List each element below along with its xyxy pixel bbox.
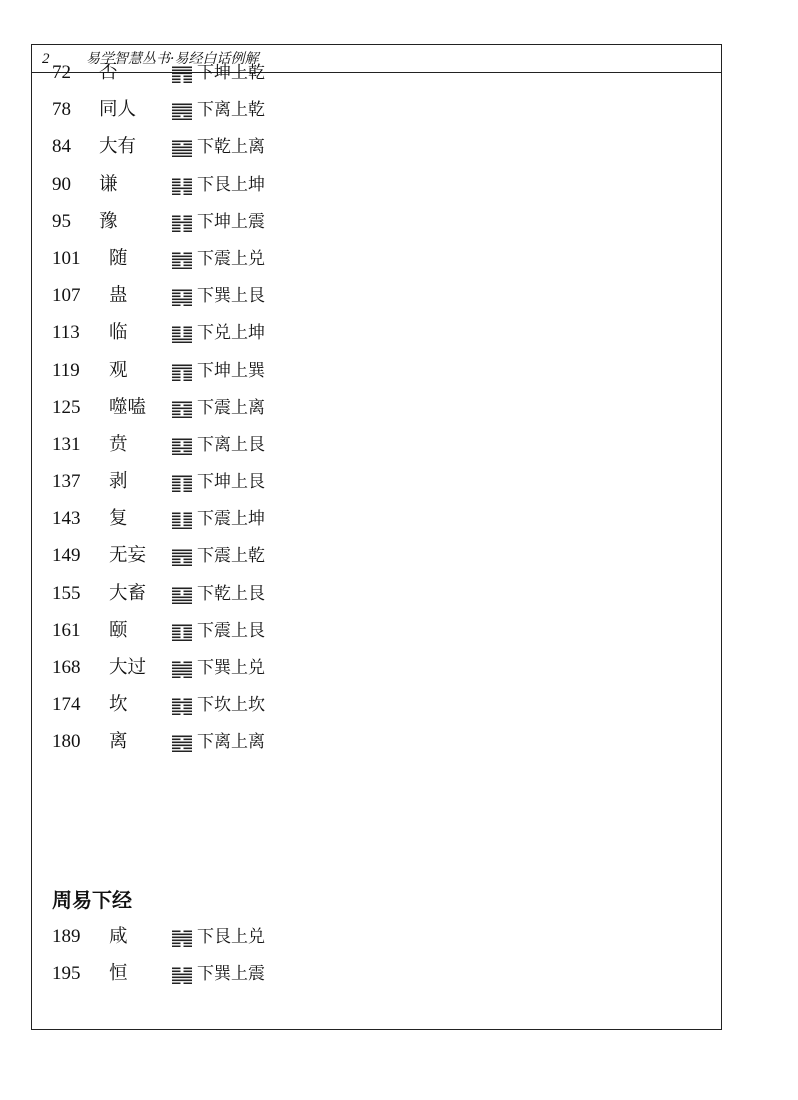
hexagram-symbol-icon xyxy=(172,475,192,492)
hexagram-symbol-icon xyxy=(172,698,192,715)
entry-page-number: 180 xyxy=(52,731,81,753)
toc-entry xyxy=(52,467,352,504)
entry-trigram-description: 下兑上坤 xyxy=(197,323,265,344)
entry-trigram-description: 下离上离 xyxy=(197,732,265,753)
entry-page-number: 189 xyxy=(52,926,81,947)
entry-page-number: 149 xyxy=(52,545,81,567)
toc-entry xyxy=(52,959,352,996)
hexagram-symbol-icon xyxy=(172,66,192,83)
toc-entry xyxy=(52,244,352,281)
entry-page-number: 95 xyxy=(52,210,71,232)
hexagram-symbol-icon xyxy=(172,930,192,947)
toc-entry xyxy=(52,393,352,430)
toc-entry xyxy=(52,579,352,616)
entry-hexagram-name: 蛊 xyxy=(109,285,128,307)
entry-page-number: 131 xyxy=(52,433,81,455)
entry-trigram-description: 下震上乾 xyxy=(197,546,265,567)
entry-hexagram-name: 坎 xyxy=(109,694,128,716)
section-heading: 周易下经 xyxy=(52,888,132,912)
toc-entry xyxy=(52,922,352,959)
entry-page-number: 107 xyxy=(52,285,81,307)
toc-entry xyxy=(52,318,352,355)
entry-page-number: 90 xyxy=(52,173,71,195)
toc-entry xyxy=(52,356,352,393)
entry-trigram-description: 下巽上兑 xyxy=(197,658,265,678)
entry-page-number: 119 xyxy=(52,359,80,381)
entry-page-number: 155 xyxy=(52,582,81,604)
entry-hexagram-name: 咸 xyxy=(109,926,128,947)
entry-page-number: 195 xyxy=(52,963,81,985)
toc-entry xyxy=(52,653,352,690)
entry-hexagram-name: 剥 xyxy=(109,471,128,493)
entry-page-number: 78 xyxy=(52,99,71,121)
entry-hexagram-name: 贲 xyxy=(109,433,128,455)
entry-trigram-description: 下震上离 xyxy=(197,397,265,418)
entry-trigram-description: 下离上艮 xyxy=(197,434,265,455)
hexagram-symbol-icon xyxy=(172,364,192,381)
hexagram-symbol-icon xyxy=(172,661,192,678)
toc-entry xyxy=(52,690,352,727)
entry-hexagram-name: 否 xyxy=(99,62,118,83)
hexagram-symbol-icon xyxy=(172,549,192,566)
entry-trigram-description: 下巽上震 xyxy=(197,964,265,985)
entry-hexagram-name: 观 xyxy=(109,359,128,381)
entry-trigram-description: 下坎上坎 xyxy=(197,695,265,716)
entry-page-number: 161 xyxy=(52,619,81,641)
hexagram-symbol-icon xyxy=(172,103,192,120)
entry-page-number: 84 xyxy=(52,136,71,158)
entry-page-number: 125 xyxy=(52,396,81,418)
entry-trigram-description: 下坤上巽 xyxy=(197,360,265,381)
toc-entry xyxy=(52,281,352,318)
entry-trigram-description: 下震上艮 xyxy=(197,620,265,641)
entry-trigram-description: 下坤上震 xyxy=(197,211,265,232)
entry-hexagram-name: 噬嗑 xyxy=(109,396,147,418)
entry-trigram-description: 下震上兑 xyxy=(197,248,265,269)
entry-trigram-description: 下震上坤 xyxy=(197,509,265,530)
hexagram-symbol-icon xyxy=(172,252,192,269)
hexagram-symbol-icon xyxy=(172,587,192,604)
entry-hexagram-name: 颐 xyxy=(109,619,128,641)
entry-hexagram-name: 大畜 xyxy=(109,582,147,604)
entry-trigram-description: 下坤上乾 xyxy=(197,63,265,83)
toc-entry xyxy=(52,727,352,764)
entry-trigram-description: 下坤上艮 xyxy=(197,472,265,493)
entry-page-number: 137 xyxy=(52,471,81,493)
entry-page-number: 143 xyxy=(52,508,81,530)
hexagram-symbol-icon xyxy=(172,215,192,232)
hexagram-symbol-icon xyxy=(172,140,192,157)
toc-entry xyxy=(52,504,352,541)
entry-trigram-description: 下巽上艮 xyxy=(197,286,265,307)
toc-entry xyxy=(52,541,352,578)
hexagram-symbol-icon xyxy=(172,326,192,343)
hexagram-symbol-icon xyxy=(172,438,192,455)
entry-hexagram-name: 谦 xyxy=(99,173,118,195)
hexagram-symbol-icon xyxy=(172,735,192,752)
entry-trigram-description: 下离上乾 xyxy=(197,100,265,121)
series-title: 易学智慧丛书·易经白话例解 xyxy=(86,51,259,67)
entry-hexagram-name: 豫 xyxy=(99,210,118,232)
entry-trigram-description: 下艮上兑 xyxy=(197,927,265,947)
hexagram-symbol-icon xyxy=(172,967,192,984)
toc-entry xyxy=(52,170,352,207)
entry-hexagram-name: 随 xyxy=(109,247,128,269)
toc-list-lower-canon xyxy=(52,922,352,996)
toc-entry xyxy=(52,430,352,467)
toc-entry xyxy=(52,95,352,132)
entry-hexagram-name: 恒 xyxy=(109,963,128,985)
toc-entry xyxy=(52,132,352,169)
entry-page-number: 174 xyxy=(52,694,81,716)
toc-entry xyxy=(52,58,352,95)
entry-page-number: 168 xyxy=(52,657,81,678)
entry-trigram-description: 下乾上艮 xyxy=(197,583,265,604)
entry-hexagram-name: 大过 xyxy=(109,657,147,678)
entry-page-number: 72 xyxy=(52,62,71,83)
entry-trigram-description: 下艮上坤 xyxy=(197,174,265,195)
hexagram-symbol-icon xyxy=(172,178,192,195)
hexagram-symbol-icon xyxy=(172,624,192,641)
entry-hexagram-name: 无妄 xyxy=(109,545,147,567)
hexagram-symbol-icon xyxy=(172,289,192,306)
entry-hexagram-name: 离 xyxy=(109,731,128,753)
hexagram-symbol-icon xyxy=(172,401,192,418)
toc-list-upper-canon xyxy=(52,58,352,765)
entry-trigram-description: 下乾上离 xyxy=(197,137,265,158)
entry-hexagram-name: 同人 xyxy=(99,99,137,121)
toc-entry xyxy=(52,207,352,244)
entry-page-number: 101 xyxy=(52,247,81,269)
entry-page-number: 113 xyxy=(52,322,80,344)
toc-entry xyxy=(52,616,352,653)
entry-hexagram-name: 临 xyxy=(109,322,128,344)
page-number: 2 xyxy=(42,51,50,67)
entry-hexagram-name: 大有 xyxy=(99,136,137,158)
hexagram-symbol-icon xyxy=(172,512,192,529)
entry-hexagram-name: 复 xyxy=(109,508,128,530)
